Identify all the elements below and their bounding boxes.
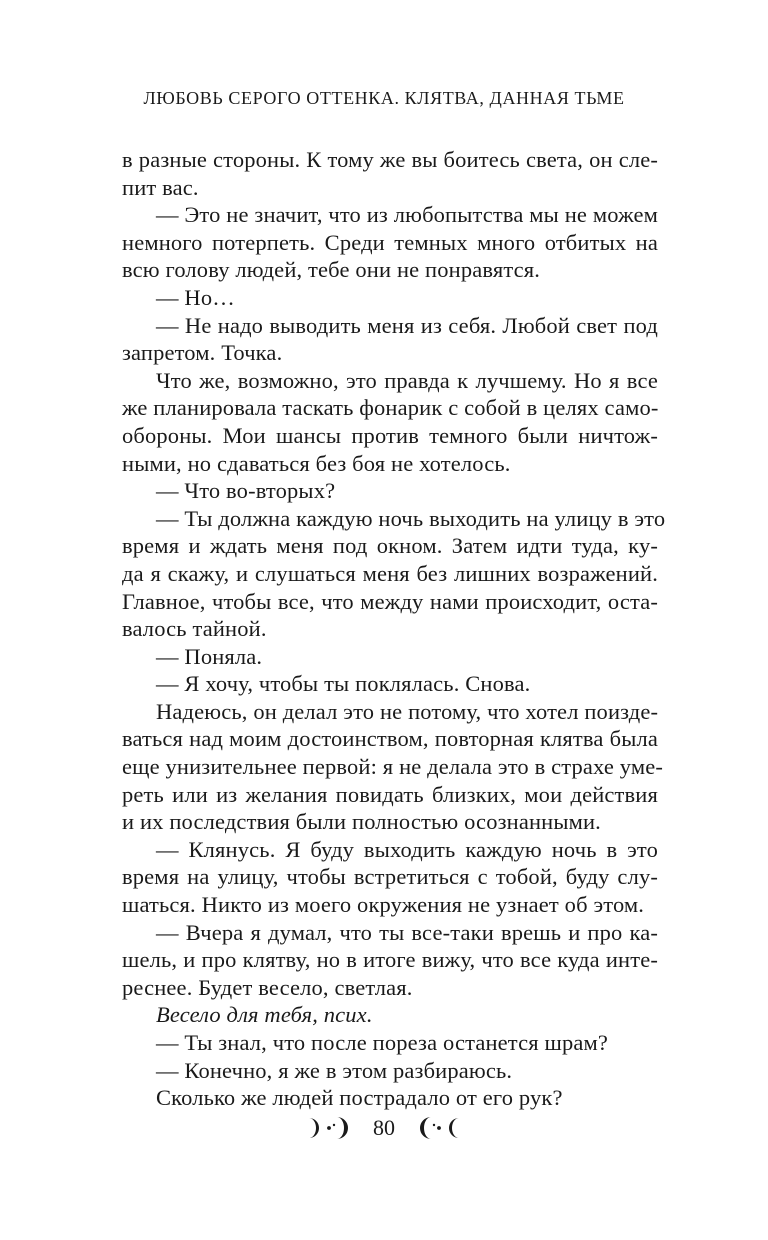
text-line: — Вчера я думал, что ты все-таки врешь и про ка-	[156, 919, 658, 945]
text-line: — Что во-вторых?	[156, 478, 336, 504]
text-line: — Поняла.	[156, 643, 263, 669]
text-line: — Ты знал, что после пореза останется шрам?	[156, 1030, 609, 1055]
running-head: ЛЮБОВЬ СЕРОГО ОТТЕНКА. КЛЯТВА, ДАННАЯ ТЬМЕ	[143, 88, 625, 108]
text-line: реть или из желания повидать близких, мои действия	[122, 781, 658, 807]
page-footer	[0, 1110, 768, 1146]
text-line: всю голову людей, тебе они не понравятся.	[122, 257, 541, 283]
text-line: ными, но сдаваться без боя не хотелось.	[122, 450, 511, 476]
text-line: — Я хочу, чтобы ты поклялась. Снова.	[156, 671, 531, 697]
text-line: запретом. Точка.	[122, 340, 283, 366]
text-line: же планировала таскать фонарик с собой в целях само-	[122, 395, 659, 421]
text-line: Главное, чтобы все, что между нами происходит, оста-	[122, 588, 658, 614]
text-line: пит вас.	[122, 174, 199, 200]
text-line: в разные стороны. К тому же вы боитесь света, он сле-	[122, 147, 658, 172]
text-line: шаться. Никто из моего окружения не узнает об этом.	[122, 892, 645, 918]
text-line: еще унизительнее первой: я не делала это в страхе уме-	[122, 754, 664, 780]
text-line: ваться над моим достоинством, повторная клятва была	[122, 726, 658, 752]
text-line: обороны. Мои шансы против темного были ничтож-	[122, 422, 658, 448]
text-line: шель, и про клятву, но в итоге вижу, что все куда инте-	[122, 947, 658, 973]
text-line: — Ты должна каждую ночь выходить на улицу в это	[156, 505, 666, 531]
text-line: реснее. Будет весело, светлая.	[122, 974, 413, 1000]
text-line: да я скажу, и слушаться меня без лишних возражений.	[122, 560, 658, 586]
text-line: и их последствия были полностью осознанными.	[122, 809, 601, 835]
text-line: Весело для тебя, псих.	[156, 1002, 373, 1028]
text-line: валось тайной.	[122, 616, 267, 642]
text-line: Что же, возможно, это правда к лучшему. Но я все	[156, 367, 658, 393]
text-line: — Не надо выводить меня из себя. Любой свет под	[156, 312, 658, 338]
text-line: Надеюсь, он делал это не потому, что хотел поизде-	[156, 698, 659, 724]
moon-ornament-right-icon	[413, 1115, 461, 1141]
text-line: Сколько же людей пострадало от его рук?	[156, 1085, 563, 1111]
moon-ornament-left-icon	[307, 1115, 355, 1141]
text-line: время на улицу, чтобы встретиться с тобой, буду слу-	[122, 864, 658, 890]
text-line: — Клянусь. Я буду выходить каждую ночь в это	[156, 836, 658, 862]
text-line: — Но…	[156, 284, 235, 310]
text-line: — Конечно, я же в этом разбираюсь.	[156, 1057, 513, 1083]
body-text	[122, 146, 666, 1112]
text-line: — Это не значит, что из любопытства мы не можем	[156, 202, 658, 228]
text-line: время и ждать меня под окном. Затем идти туда, ку-	[122, 533, 658, 559]
page-number: 80	[373, 1115, 395, 1140]
text-line: немного потерпеть. Среди темных много отбитых на	[122, 229, 658, 255]
